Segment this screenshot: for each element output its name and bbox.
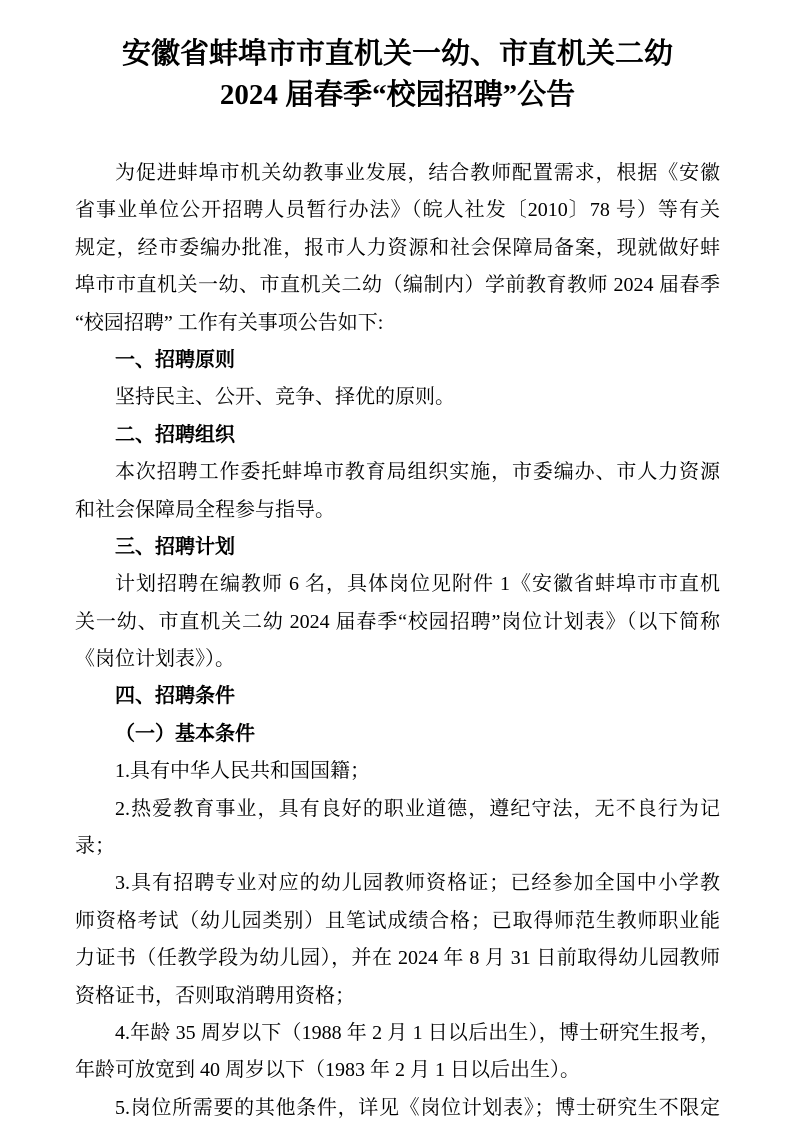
section-heading: 二、招聘组织 [115,423,235,446]
body-text-line: 和社会保障局全程参与指导。 [75,498,335,521]
document-body [75,155,720,1122]
body-text-line: 坚持民主、公开、竞争、择优的原则。 [115,386,455,409]
body-text-line: 省事业单位公开招聘人员暂行办法》（皖人社发〔2010〕78 号）等有关 [75,199,720,222]
document-title-line2: 2024 届春季“校园招聘”公告 [219,79,576,111]
body-text-line: 《岗位计划表》）。 [75,648,235,671]
section-heading: 四、招聘条件 [115,685,235,708]
body-text-line: 年龄可放宽到 40 周岁以下（1983 年 2 月 1 日以后出生）。 [75,1059,580,1082]
body-text-line: 本次招聘工作委托蚌埠市教育局组织实施，市委编办、市人力资源 [115,461,720,484]
body-text-line: 师资格考试（幼儿园类别）且笔试成绩合格；已取得师范生教师职业能 [75,909,720,932]
body-text-line: 3.具有招聘专业对应的幼儿园教师资格证；已经参加全国中小学教 [115,872,720,895]
body-text-line: 4.年龄 35 周岁以下（1988 年 2 月 1 日以后出生），博士研究生报考， [115,1021,720,1044]
section-heading: 一、招聘原则 [115,348,235,371]
body-text-line: 录； [75,835,115,858]
body-text-line: 资格证书，否则取消聘用资格； [75,984,355,1007]
body-text-line: 2.热爱教育事业，具有良好的职业道德，遵纪守法，无不良行为记 [115,797,720,820]
body-text-line: 为促进蚌埠市机关幼教事业发展，结合教师配置需求，根据《安徽 [115,162,720,184]
body-text-line: 计划招聘在编教师 6 名，具体岗位见附件 1《安徽省蚌埠市市直机 [115,573,720,596]
document-title-line1: 安徽省蚌埠市市直机关一幼、市直机关二幼 [121,38,673,70]
body-text-line: “校园招聘” 工作有关事项公告如下: [75,311,384,334]
body-text-line: 埠市市直机关一幼、市直机关二幼（编制内）学前教育教师 2024 届春季 [75,274,720,297]
body-text-line: 力证书（任教学段为幼儿园），并在 2024 年 8 月 31 日前取得幼儿园教师 [75,947,720,970]
body-text-line: 1.具有中华人民共和国国籍； [115,760,370,783]
body-text-line: 关一幼、市直机关二幼 2024 届春季“校园招聘”岗位计划表》（以下简称 [75,610,720,633]
subsection-heading: （一）基本条件 [115,722,255,745]
body-text-line: 规定，经市委编办批准，报市人力资源和社会保障局备案，现就做好蚌 [75,236,720,259]
document-title [75,34,720,116]
section-heading: 三、招聘计划 [115,535,235,558]
body-text-line: 5.岗位所需要的其他条件，详见《岗位计划表》；博士研究生不限定 [115,1096,720,1119]
